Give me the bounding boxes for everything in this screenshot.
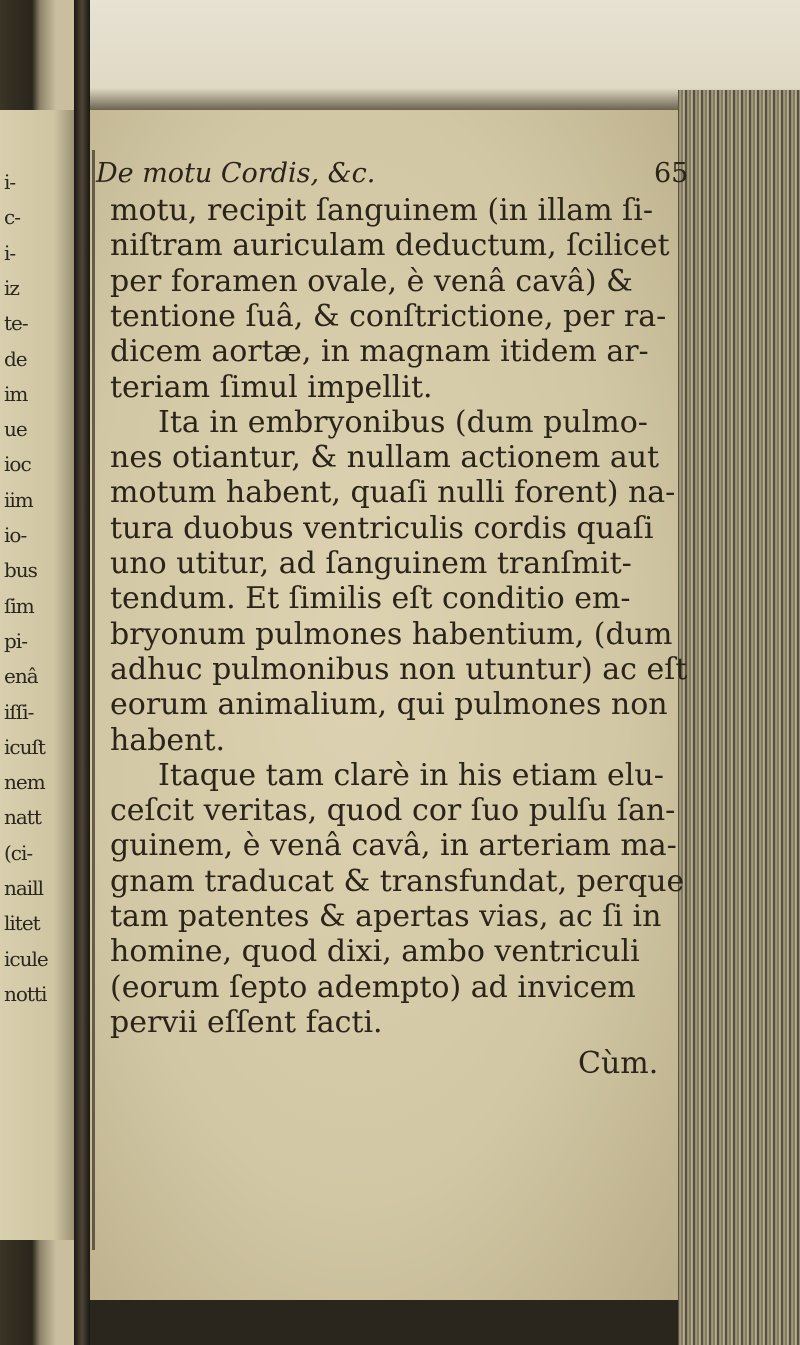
running-title: De motu Cordis, &c. [96, 158, 376, 189]
text-line: per foramen ovale, è venâ cavâ) & [110, 263, 633, 299]
adjacent-page-fragment: bus [4, 558, 37, 583]
adjacent-page-fragment: iim [4, 487, 33, 512]
adjacent-page-fragment: i- [4, 170, 16, 194]
adjacent-page-fragment: c- [4, 205, 20, 230]
adjacent-page-fragment: ſim [4, 593, 34, 618]
adjacent-page-fragment: natt [4, 805, 41, 830]
text-line: eorum animalium, qui pulmones non [110, 687, 668, 723]
adjacent-page-fragment: im [4, 381, 28, 406]
text-line: ceſcit veritas, quod cor ſuo pulſu ſan- [110, 793, 676, 829]
text-line: adhuc pulmonibus non utuntur) ac eſt [110, 651, 688, 687]
text-line: gnam traducat & transfundat, perque [110, 863, 685, 899]
book-gutter [74, 0, 90, 1345]
text-line: teriam ſimul impellit. [110, 369, 433, 405]
adjacent-page-fragment: de [4, 346, 27, 371]
gutter-shadow-line [92, 150, 95, 1250]
adjacent-page-fragment: litet [4, 911, 40, 936]
text-line: motum habent, quaſi nulli forent) na- [110, 475, 676, 511]
adjacent-page-fragment: i- [4, 240, 16, 265]
adjacent-page-strip [0, 110, 78, 1240]
text-line: guinem, è venâ cavâ, in arteriam ma- [110, 828, 677, 864]
adjacent-page-fragment: ue [4, 417, 27, 442]
text-line: (eorum ſepto adempto) ad invicem [110, 969, 636, 1005]
text-line: pervii eſſent facti. [110, 1004, 383, 1040]
catchword: Cùm. [578, 1046, 659, 1081]
running-head [96, 158, 689, 198]
adjacent-page-fragment: icule [4, 946, 48, 971]
text-line: Itaque tam clarè in his etiam elu- [158, 757, 664, 793]
text-line: motu, recipit ſanguinem (in illam ſi- [110, 193, 653, 228]
adjacent-page-fragment: iz [4, 275, 19, 300]
text-line: Ita in embryonibus (dum pulmo- [158, 404, 648, 440]
text-line: niſtram auriculam deductum, ſcilicet [110, 228, 670, 264]
text-line: bryonum pulmones habentium, (dum [110, 616, 673, 652]
adjacent-page-fragment: icuſt [4, 734, 45, 759]
text-line: tura duobus ventriculis cordis quaſi [110, 510, 654, 546]
adjacent-page-fragment: te- [4, 311, 28, 336]
adjacent-page-fragment: iſſi- [4, 699, 34, 724]
text-line: dicem aortæ, in magnam itidem ar- [110, 334, 649, 370]
text-line: homine, quod dixi, ambo ventriculi [110, 934, 640, 970]
bottom-margin [90, 1300, 678, 1345]
adjacent-page-fragment: pi- [4, 628, 27, 653]
page-number: 65 [654, 158, 689, 189]
adjacent-page-fragment: enâ [4, 664, 38, 689]
text-line: tam patentes & apertas vias, ac ſi in [110, 899, 662, 934]
adjacent-page-fragment: io- [4, 523, 27, 547]
text-line: tentione ſuâ, & conſtrictione, per ra- [110, 298, 667, 334]
text-line: tendum. Et ſimilis eſt conditio em- [110, 581, 631, 617]
adjacent-page-fragment: ioc [4, 452, 31, 477]
text-line: habent. [110, 722, 226, 758]
adjacent-page-fragment: (ci- [4, 840, 33, 865]
adjacent-page-fragment: nem [4, 770, 45, 795]
adjacent-page-fragment: naill [4, 876, 43, 900]
adjacent-page-fragment: notti [4, 981, 47, 1006]
page-edges [678, 90, 800, 1345]
text-line: uno utitur, ad ſanguinem tranſmit- [110, 546, 632, 581]
text-line: nes otiantur, & nullam actionem aut [110, 440, 660, 476]
